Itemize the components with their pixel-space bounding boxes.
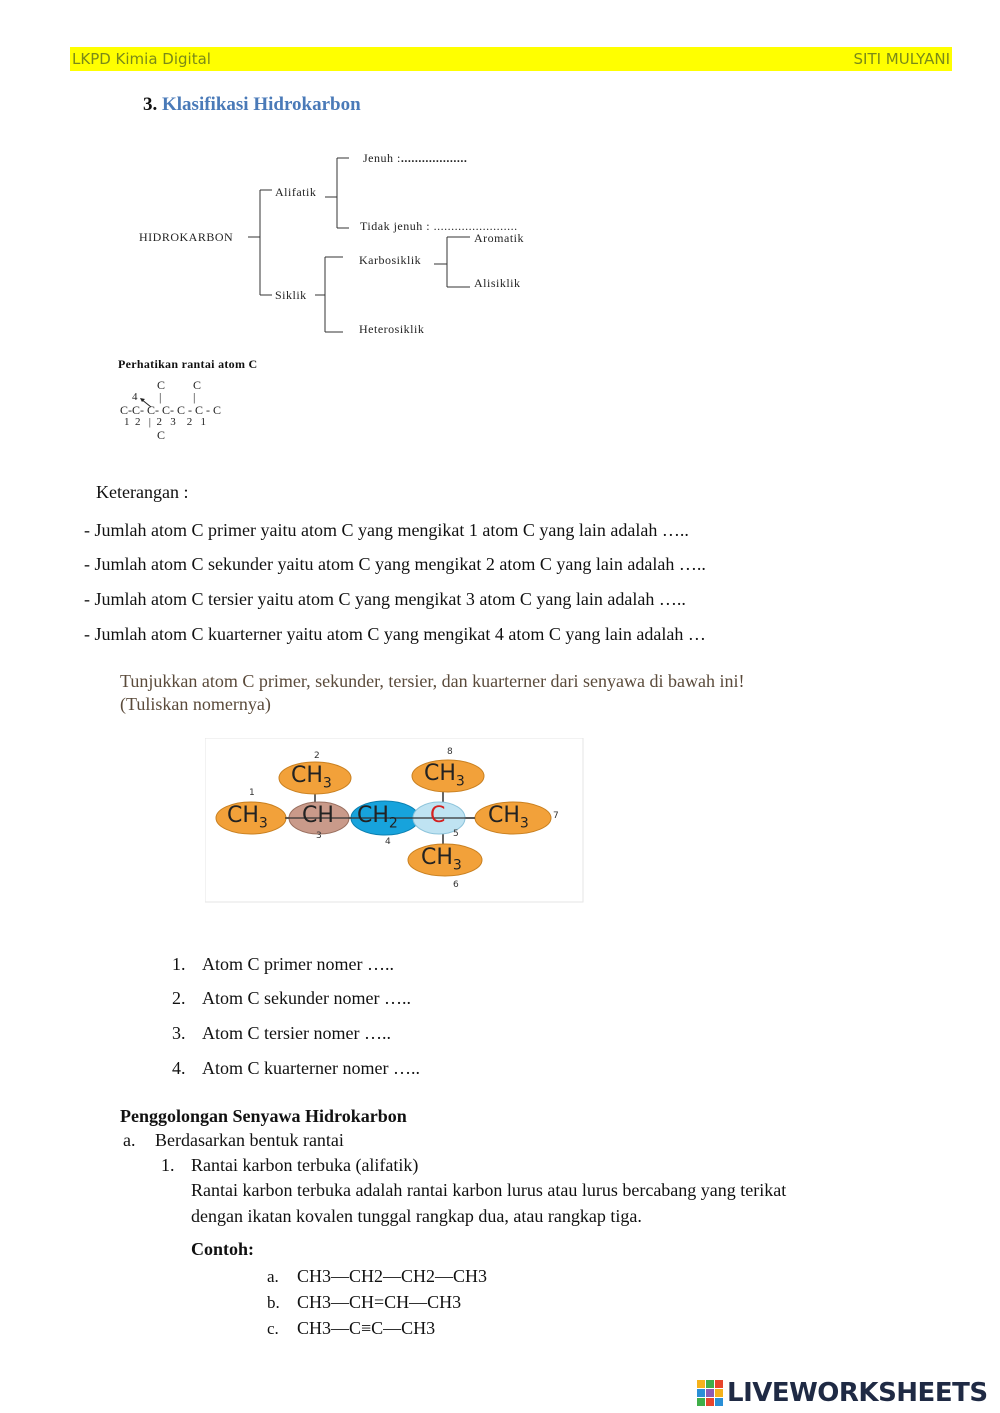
chain-bar2: | — [193, 390, 196, 404]
molecule-diagram — [205, 738, 585, 903]
tree-karbosiklik: Karbosiklik — [359, 253, 422, 267]
atom-c-5: C — [430, 803, 446, 828]
tree-alisiklik: Alisiklik — [474, 276, 521, 290]
chain-bottom-c: C — [157, 428, 166, 442]
tree-jenuh: Jenuh :................... — [363, 151, 468, 165]
num-label-3: 3 — [316, 831, 322, 841]
tree-alifatik: Alifatik — [275, 185, 317, 199]
carbon-chain — [115, 375, 265, 445]
chain-top-c2: C — [193, 378, 202, 392]
classification-tree — [125, 140, 565, 350]
example-item: c. CH3—C≡C—CH3 — [267, 1318, 436, 1338]
num-label-6: 6 — [453, 880, 459, 890]
section-number: 3. — [143, 94, 158, 115]
header-bar — [70, 47, 952, 71]
chain-bar1: | — [159, 390, 162, 404]
keterangan-item: - Jumlah atom C primer yaitu atom C yang mengikat 1 atom C yang lain adalah ….. — [84, 520, 689, 540]
penggolongan-title: Penggolongan Senyawa Hidrokarbon — [120, 1106, 407, 1126]
section-title — [143, 94, 361, 116]
atom-ch3-2: $CH_3$ — [291, 763, 332, 792]
atom-ch3-8: $CH_3$ — [424, 761, 465, 790]
keterangan-item: - Jumlah atom C sekunder yaitu atom C yang mengikat 2 atom C yang lain adalah ….. — [84, 554, 706, 574]
question-item: 2. Atom C sekunder nomer ….. — [172, 988, 411, 1008]
atom-ch2-4: $CH_2$ — [357, 803, 398, 832]
instruction-line2: (Tuliskan nomernya) — [120, 694, 271, 714]
header-left-title: LKPD Kimia Digital — [72, 50, 211, 68]
atom-ch3-7: $CH_3$ — [488, 803, 529, 832]
chain-top-c1: C — [157, 378, 166, 392]
section-title-text: Klasifikasi Hidrokarbon — [162, 94, 361, 115]
penggolongan-desc2: dengan ikatan kovalen tunggal rangkap dua, atau rangkap tiga. — [191, 1206, 642, 1226]
keterangan-label: Keterangan : — [96, 482, 189, 502]
question-item: 1. Atom C primer nomer ….. — [172, 954, 394, 974]
num-label-8: 8 — [447, 747, 453, 757]
tree-root: HIDROKARBON — [139, 230, 234, 244]
penggolongan-a-text: Berdasarkan bentuk rantai — [155, 1130, 344, 1150]
penggolongan-a-label: a. — [123, 1130, 136, 1150]
num-label-1: 1 — [249, 788, 255, 798]
question-item: 4. Atom C kuarterner nomer ….. — [172, 1058, 420, 1078]
example-item: b. CH3—CH=CH—CH3 — [267, 1292, 462, 1312]
logo-text: LIVEWORKSHEETS — [727, 1378, 988, 1408]
num-label-7: 7 — [553, 811, 559, 821]
question-item: 3. Atom C tersier nomer ….. — [172, 1023, 391, 1043]
num-label-2: 2 — [314, 751, 320, 761]
num-label-4: 4 — [385, 837, 391, 847]
penggolongan-1-label: 1. — [161, 1155, 175, 1175]
chain-main: C-C- C- C- C - C - C — [120, 403, 222, 417]
tree-aromatik: Aromatik — [474, 231, 524, 245]
tree-siklik: Siklik — [275, 288, 307, 302]
atom-ch3-1: $CH_3$ — [227, 803, 268, 832]
atom-ch-3: CH — [302, 803, 334, 828]
chain-title: Perhatikan rantai atom C — [118, 357, 258, 371]
keterangan-item: - Jumlah atom C tersier yaitu atom C yang mengikat 3 atom C yang lain adalah ….. — [84, 589, 686, 609]
logo-icon — [697, 1380, 723, 1408]
header-author: SITI MULYANI — [853, 50, 950, 68]
penggolongan-1-text: Rantai karbon terbuka (alifatik) — [191, 1155, 419, 1175]
atom-ch3-6: $CH_3$ — [421, 845, 462, 874]
tree-heterosiklik: Heterosiklik — [359, 322, 425, 336]
chain-numbers: 1 2 | 2 3 2 1 — [124, 416, 206, 428]
contoh-label: Contoh: — [191, 1239, 255, 1259]
keterangan-item: - Jumlah atom C kuarterner yaitu atom C yang mengikat 4 atom C yang lain adalah … — [84, 624, 706, 644]
example-item: a. CH3—CH2—CH2—CH3 — [267, 1266, 488, 1286]
instruction-line1: Tunjukkan atom C primer, sekunder, tersier, dan kuarterner dari senyawa di bawah ini! — [120, 671, 745, 691]
penggolongan-desc1: Rantai karbon terbuka adalah rantai karbon lurus atau lurus bercabang yang terikat — [191, 1180, 787, 1200]
chain-four: 4 — [132, 391, 138, 403]
tree-tidak-jenuh: Tidak jenuh : ........................ — [360, 219, 518, 233]
num-label-5: 5 — [453, 829, 459, 839]
